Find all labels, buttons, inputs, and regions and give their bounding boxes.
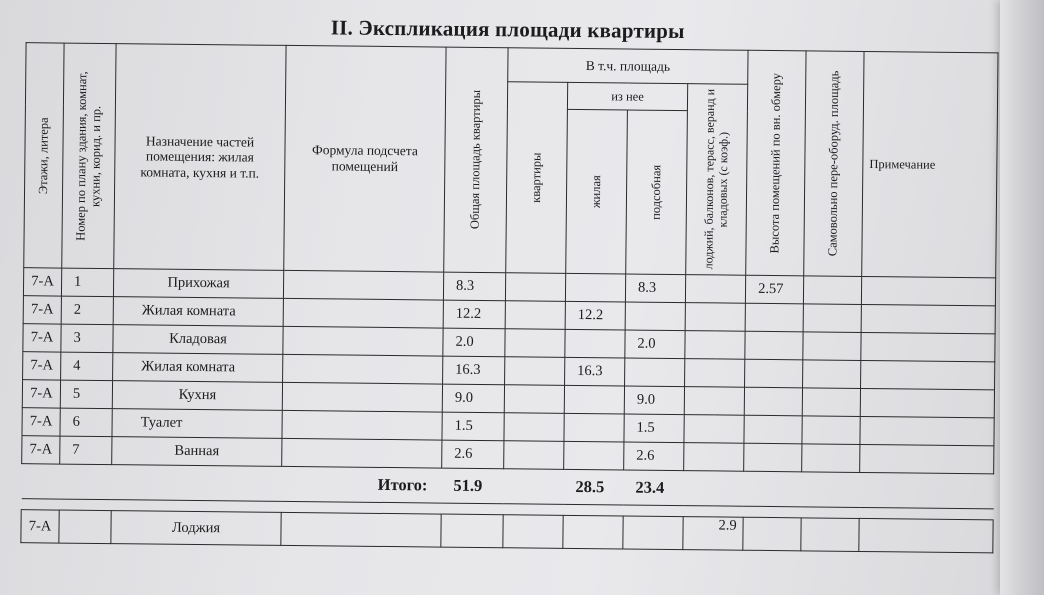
totals-aux: 23.4 (623, 470, 683, 506)
self-reconstruct-cell (802, 416, 860, 445)
loggia-area-cell (685, 303, 745, 332)
note-cell (860, 388, 994, 417)
aux-area-cell: 2.0 (625, 330, 685, 359)
living-area-cell: 16.3 (565, 357, 625, 386)
header-self-reconstruct: Самовольно пере-оборуд. площадь (804, 51, 864, 277)
floor-cell: 7-А (23, 324, 61, 352)
floor-cell: 7-А (22, 380, 60, 408)
self-reconstruct-cell (801, 518, 859, 552)
apartment-cell (505, 329, 565, 358)
total-area-cell: 16.3 (443, 356, 505, 385)
total-area-cell: 8.3 (443, 272, 505, 301)
floor-cell: 7-А (23, 352, 61, 380)
room-number-cell: 7 (60, 436, 112, 465)
header-formula: Формула подсчета помещений (284, 45, 446, 272)
note-cell (861, 304, 995, 333)
height-cell (744, 387, 802, 416)
room-number-cell: 3 (61, 324, 113, 353)
header-incl-area: В т.ч. площадь (508, 48, 748, 85)
apartment-cell (504, 413, 564, 442)
height-cell (743, 517, 801, 551)
loggia-area-cell (684, 415, 744, 444)
header-loggias: лоджий, балконов, терасс, веранд и кладовых (с коэф.) (686, 84, 748, 276)
formula-cell (281, 512, 441, 547)
apartment-cell (505, 301, 565, 330)
formula-cell (283, 354, 443, 384)
totals-spacer (503, 469, 563, 505)
aux-area-cell: 9.0 (624, 386, 684, 415)
apartment-cell (505, 357, 565, 386)
note-cell (859, 518, 993, 552)
living-area-cell (565, 273, 625, 302)
formula-cell (282, 438, 442, 468)
totals-spacer (21, 464, 281, 502)
room-number-cell: 1 (61, 268, 113, 297)
room-number-cell: 6 (60, 408, 112, 437)
room-name-cell: Лоджия (111, 511, 281, 546)
height-cell (745, 303, 803, 332)
totals-spacer (683, 471, 993, 509)
note-cell (860, 416, 994, 445)
header-total-area: Общая площадь квартиры (444, 47, 508, 273)
explication-sheet (2, 4, 1008, 594)
formula-cell (282, 410, 442, 440)
self-reconstruct-cell (803, 304, 861, 333)
header-purpose: Назначение частей помещения: жилая комната, кухня и т.п. (114, 44, 286, 271)
totals-total: 51.9 (441, 468, 503, 504)
header-apartment: квартиры (506, 82, 568, 274)
aux-area-cell: 2.6 (624, 442, 684, 471)
living-area-cell: 12.2 (565, 301, 625, 330)
height-cell (744, 415, 802, 444)
aux-area-cell (625, 302, 685, 331)
loggia-area-cell (685, 331, 745, 360)
self-reconstruct-cell (803, 276, 861, 305)
total-area-cell: 9.0 (442, 384, 504, 413)
apartment-cell (504, 385, 564, 414)
apartment-cell (504, 441, 564, 470)
apartment-cell (505, 273, 565, 302)
room-name-cell: Ванная (112, 437, 282, 467)
floor-cell: 7-А (22, 436, 60, 464)
loggia-area-cell (684, 387, 744, 416)
living-area-cell (564, 441, 624, 470)
note-cell (861, 332, 995, 361)
header-auxiliary: подсобная (626, 110, 688, 274)
self-reconstruct-cell (802, 444, 860, 473)
room-number-cell: 2 (61, 296, 113, 325)
note-cell (861, 360, 995, 389)
apartment-cell (503, 515, 563, 549)
loggia-area-cell: 2.9 (683, 517, 743, 551)
explication-table (20, 42, 998, 553)
room-name-cell: Кладовая (113, 325, 283, 355)
header-room-number: Номер по плану здания, комнат, кухни, корид. и пр. (62, 43, 116, 269)
document-title: II. Экспликация площади квартиры (330, 15, 685, 44)
note-cell (861, 276, 995, 305)
loggia-area-cell (685, 359, 745, 388)
living-area-cell (564, 413, 624, 442)
height-cell (744, 443, 802, 472)
floor-cell: 7-А (22, 408, 60, 436)
room-name-cell: Туалет (112, 409, 282, 439)
self-reconstruct-cell (802, 388, 860, 417)
note-cell (860, 444, 994, 473)
height-cell: 2.57 (745, 275, 803, 304)
self-reconstruct-cell (803, 332, 861, 361)
loggia-area-cell (684, 443, 744, 472)
living-area-cell (563, 515, 623, 549)
aux-area-cell: 8.3 (625, 274, 685, 303)
living-area-cell (564, 385, 624, 414)
floor-cell: 7-А (23, 296, 61, 324)
floor-cell: 7-А (23, 268, 61, 296)
totals-living: 28.5 (563, 469, 623, 505)
formula-cell (283, 326, 443, 356)
total-area-cell: 1.5 (442, 412, 504, 441)
header-floor: Этажи, литера (24, 43, 64, 268)
aux-area-cell (625, 358, 685, 387)
self-reconstruct-cell (803, 360, 861, 389)
height-cell (745, 359, 803, 388)
room-number-cell: 4 (61, 352, 113, 381)
aux-area-cell (623, 516, 683, 550)
paper-edge (1000, 0, 1044, 595)
room-number-cell (59, 510, 111, 544)
total-area-cell: 12.2 (443, 300, 505, 329)
total-area-cell (441, 514, 503, 548)
header-note: Примечание (862, 51, 998, 277)
height-cell (745, 331, 803, 360)
header-of-which: из нее (567, 82, 687, 111)
total-area-cell: 2.6 (442, 440, 504, 469)
formula-cell (282, 382, 442, 412)
room-name-cell: Жилая комната (113, 297, 283, 327)
floor-cell: 7-А (21, 510, 59, 543)
room-number-cell: 5 (60, 380, 112, 409)
room-name-cell: Жилая комната (113, 353, 283, 383)
room-name-cell: Прихожая (113, 269, 283, 299)
header-living: жилая (566, 110, 628, 274)
total-area-cell: 2.0 (443, 328, 505, 357)
living-area-cell (565, 329, 625, 358)
room-name-cell: Кухня (112, 381, 282, 411)
header-height: Высота помещений по вн. обмеру (746, 50, 806, 276)
formula-cell (283, 298, 443, 328)
formula-cell (283, 270, 443, 300)
loggia-area-cell (685, 275, 745, 304)
aux-area-cell: 1.5 (624, 414, 684, 443)
totals-label: Итого: (281, 466, 441, 503)
